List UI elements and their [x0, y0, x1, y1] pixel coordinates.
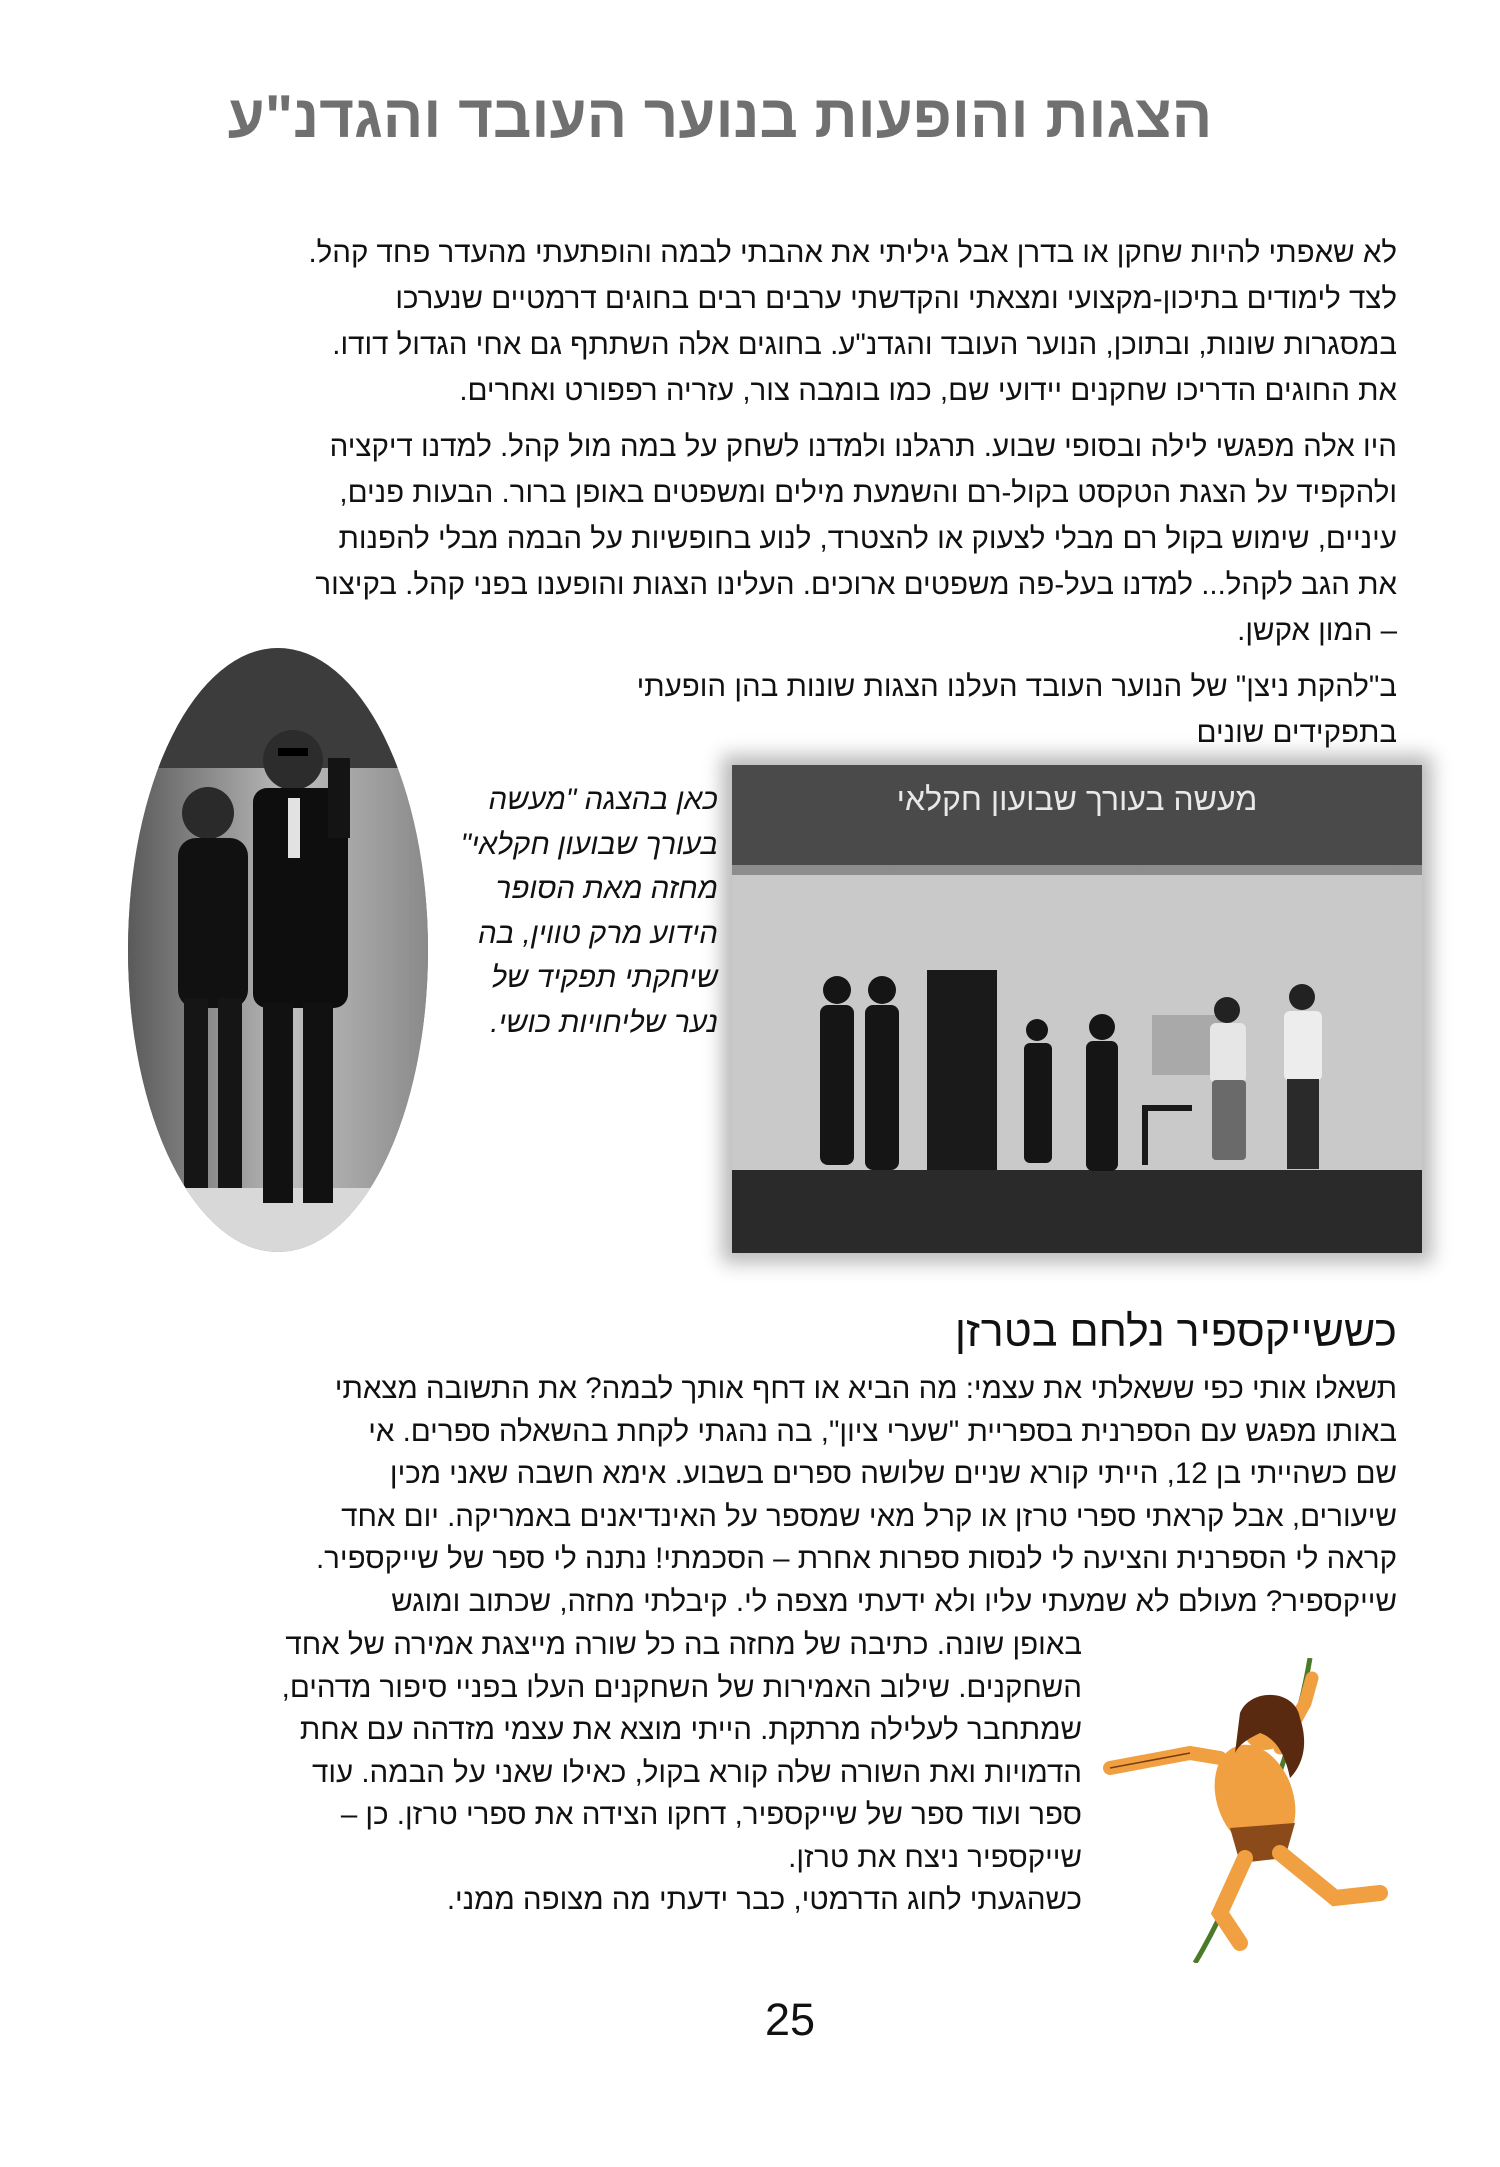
- intro-paragraph: [137, 230, 1397, 414]
- section-title: כששייקספיר נלחם בטרזן: [954, 1308, 1397, 1356]
- stage-play-photo: [732, 765, 1422, 1253]
- caption-line: מחזה מאת הסופר: [495, 872, 718, 905]
- text-line: היו אלה מפגשי לילה ובסופי שבוע. תרגלנו ולמדנו לשחק על במה מול קהל. למדנו דיקציה: [329, 430, 1397, 463]
- caption-line: כאן בהצגה "מעשה: [488, 783, 718, 816]
- text-line: את החוגים הדריכו שחקנים יידועי שם, כמו בומבה צור, עזריה רפפורט ואחרים.: [459, 374, 1397, 407]
- tarzan-illustration: [1100, 1658, 1422, 1963]
- text-line: ספר ועוד ספר של שייקספיר, דחקו הצידה את ספרי טרזן. כן –: [340, 1798, 1082, 1831]
- text-line: עיניים, שימוש בקול רם מבלי לצעוק או להצטרד, לנוע בחופשיות על הבמה מבלי להפנות: [338, 522, 1397, 555]
- text-line: קראה לי הספרנית והציעה לי לנסות ספרות אחרת – הסכמתי! נתנה לי ספר של שייקספיר.: [315, 1542, 1397, 1575]
- shakespeare-continued-paragraph: [182, 1624, 1082, 1922]
- troupe-paragraph: [497, 664, 1397, 756]
- caption-line: הידוע מרק טווין, בה: [477, 916, 718, 950]
- caption-line: נער שליחויות כושי.: [490, 1005, 718, 1039]
- text-line: שם כשהייתי בן 12, הייתי קורא שניים שלושה ספרים בשבוע. אימא חשבה שאני מכין: [389, 1457, 1397, 1490]
- text-line: ב"להקת ניצן" של הנוער העובד העלנו הצגות שונות בהן הופעתי: [636, 670, 1397, 703]
- text-line: שמתחבר לעלילה מרתקת. הייתי מוצא את עצמי מזדהה עם אחת: [299, 1713, 1082, 1746]
- text-line: ולהקפיד על הצגת הטקסט בקול-רם והשמעת מילים ומשפטים באופן ברור. הבעות פנים,: [339, 476, 1397, 509]
- text-line: לצד לימודים בתיכון-מקצועי ומצאתי והקדשתי ערבים רבים בחוגים דרמטיים שנערכו: [395, 282, 1397, 315]
- text-line: תשאלו אותי כפי ששאלתי את עצמי: מה הביא או דחף אותך לבמה? את התשובה מצאתי: [334, 1372, 1397, 1405]
- stage-banner: מעשה בעורך שבועון חקלאי: [896, 781, 1258, 817]
- text-line: בתפקידים שונים: [1196, 716, 1397, 749]
- page-number: 25: [764, 1994, 816, 2045]
- page-title: הצגות והופעות בנוער העובד והגדנ"ע: [227, 83, 1213, 150]
- text-line: השחקנים. שילוב האמירות של השחקנים העלו בפניי סיפור מדהים,: [281, 1670, 1082, 1704]
- training-paragraph: [137, 424, 1397, 654]
- caption-line: שיחקתי תפקיד של: [491, 961, 718, 994]
- text-line: באותו מפגש עם הספרנית בספריית "שערי ציון", בה נהגתי לקחת בהשאלה ספרים. אי: [368, 1414, 1397, 1448]
- caption-line: בעורך שבועון חקלאי": [460, 827, 718, 861]
- text-line: שיעורים, אבל קראתי ספרי טרזן או קרל מאי שמספר על האינדיאנים באמריקה. יום אחד: [341, 1499, 1397, 1533]
- shakespeare-paragraph: [137, 1368, 1397, 1623]
- text-line: הדמויות ואת השורה שלה קורא בקול, כאילו שאני על הבמה. עוד: [311, 1755, 1082, 1789]
- text-line: – המון אקשן.: [1237, 614, 1397, 647]
- text-line: במסגרות שונות, ובתוכן, הנוער העובד והגדנ"ע. בחוגים אלה השתתף גם אחי הגדול דודו.: [332, 328, 1397, 361]
- text-line: שייקספיר? מעולם לא שמעתי עליו ולא ידעתי מצפה לי. קיבלתי מחזה, שכתוב ומוגש: [391, 1584, 1397, 1618]
- oval-actors-photo: [128, 648, 428, 1252]
- text-line: לא שאפתי להיות שחקן או בדרן אבל גיליתי את אהבתי לבמה והופתעתי מהעדר פחד קהל.: [308, 236, 1397, 269]
- text-line: באופן שונה. כתיבה של מחזה בה כל שורה מייצגת אמירה של אחד: [285, 1628, 1082, 1661]
- text-line: שייקספיר ניצח את טרזן.: [788, 1840, 1082, 1874]
- text-line: כשהגעתי לחוג הדרמטי, כבר ידעתי מה מצופה ממני.: [446, 1883, 1082, 1916]
- text-line: את הגב לקהל... למדנו בעל-פה משפטים ארוכים. העלינו הצגות והופענו בפני קהל. בקיצור: [315, 568, 1397, 601]
- photo-caption: [428, 778, 718, 1045]
